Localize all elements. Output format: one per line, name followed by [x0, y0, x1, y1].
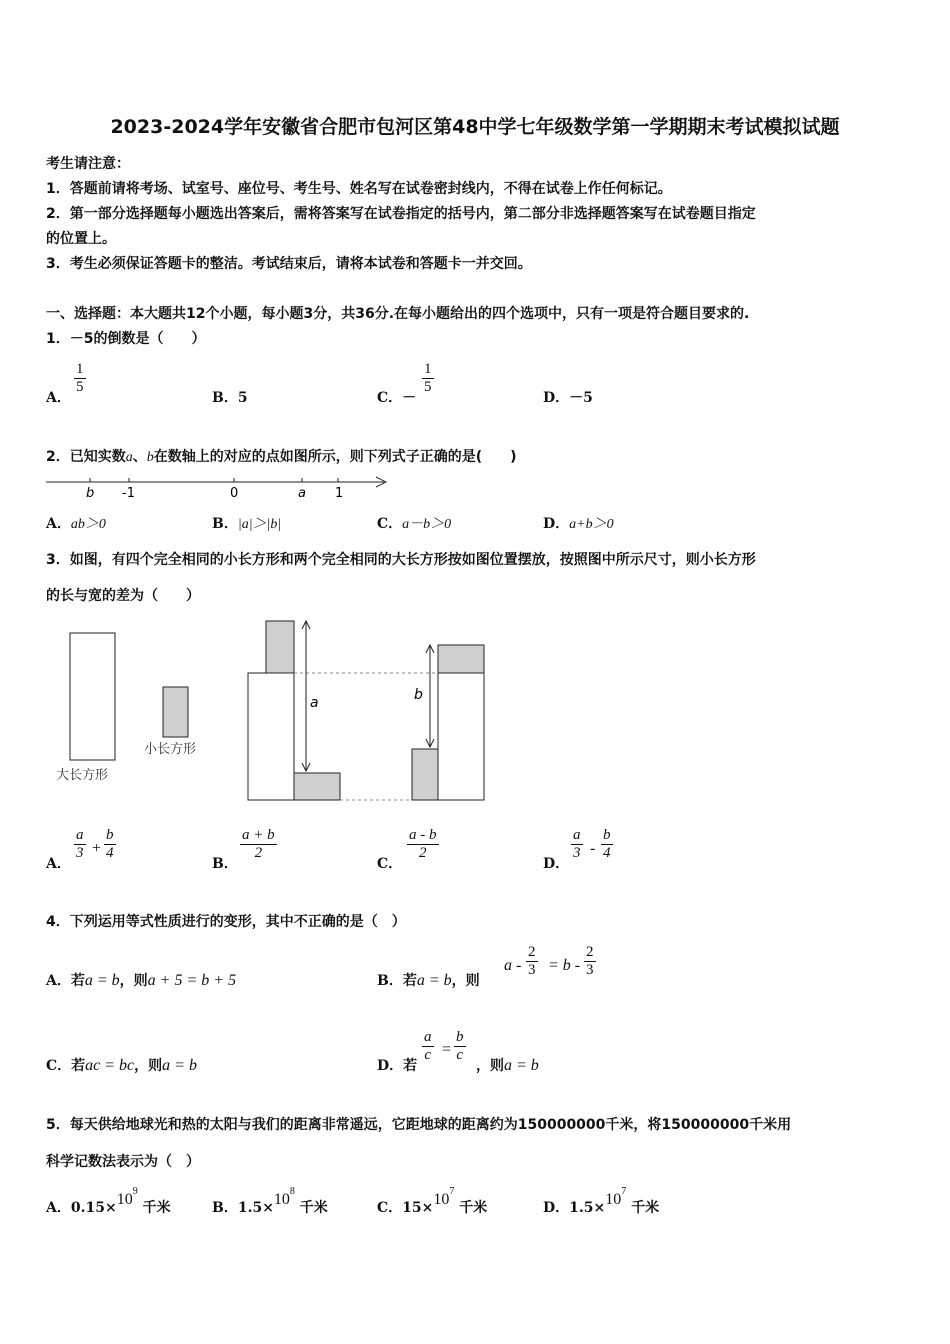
- big-rectangle-label: 大长方形: [56, 768, 109, 783]
- small-rectangle-label: 小长方形: [144, 742, 197, 757]
- q4-a-label: A．若: [46, 973, 85, 989]
- q2-sep: 、: [132, 449, 147, 465]
- number-line-label-a: a: [298, 486, 306, 501]
- q2-a-expr: ab＞0: [70, 517, 106, 532]
- q3-c-num: a - b: [409, 827, 437, 843]
- q5-b-exponent: 8: [289, 1186, 295, 1198]
- q3-stem-line2: 的长与宽的差为（ ）: [46, 588, 200, 604]
- q4-b-frac1-den: 3: [528, 962, 536, 978]
- q4-b-lhs: a -: [504, 957, 522, 974]
- q5-c-prefix: C．15×: [377, 1200, 434, 1216]
- q3-d-operator: -: [590, 840, 596, 857]
- q3-c-frac: [407, 827, 439, 862]
- q4-b-frac2-den: 3: [586, 962, 594, 978]
- notice-item-1: 1．答题前请将考场、试室号、座位号、考生号、姓名写在试卷密封线内，不得在试卷上作任何标记。: [46, 181, 672, 197]
- q2-option-c: [377, 513, 451, 533]
- q3-a-frac2-den: 4: [106, 845, 114, 861]
- number-line-label-b: b: [86, 486, 95, 501]
- q4-a-mid: ，则: [119, 973, 148, 989]
- small-rectangle-sample: [163, 687, 188, 737]
- q3-a-frac2-num: b: [106, 827, 114, 843]
- q3-b-den: 2: [240, 844, 277, 862]
- q4-b-cond: a = b: [416, 972, 452, 989]
- q2-option-d: [543, 513, 614, 533]
- q4-d-frac1-num: a: [424, 1029, 432, 1045]
- q4-d-frac2-den: c: [454, 1046, 466, 1064]
- q4-option-d-label: D．若: [377, 1058, 418, 1074]
- q3-b-frac: [240, 827, 277, 862]
- q5-option-a: [46, 1186, 171, 1217]
- q4-option-b: [377, 970, 480, 990]
- q1-c-numerator: 1: [424, 361, 432, 377]
- q4-c-mid: ，则: [134, 1058, 163, 1074]
- q2-var-b: b: [146, 450, 154, 465]
- q5-d-prefix: D．1.5×: [543, 1200, 606, 1216]
- small-rectangle-bottom-right: [412, 749, 438, 800]
- q4-option-a: [46, 970, 236, 990]
- q3-d-frac1-num: a: [573, 827, 581, 843]
- q5-c-exponent: 7: [449, 1186, 455, 1198]
- q3-d-frac2-num: b: [603, 827, 611, 843]
- q2-b-label: B．: [212, 516, 238, 532]
- q2-stem: [46, 446, 517, 466]
- q4-d-eq: =: [442, 1041, 452, 1058]
- q3-c-den: 2: [407, 844, 439, 862]
- q2-d-label: D．: [543, 516, 570, 532]
- q4-a-result: a + 5 = b + 5: [147, 972, 237, 989]
- q4-d-frac1: [422, 1029, 434, 1064]
- q4-b-frac1: [526, 944, 538, 979]
- q4-d-frac2: [454, 1029, 466, 1064]
- q1-a-denominator: 5: [76, 379, 84, 395]
- q3-option-b-label: B．: [212, 856, 238, 872]
- q3-d-frac1: [571, 827, 583, 862]
- q4-d-mid: ，则: [476, 1058, 504, 1074]
- q5-b-unit: 千米: [299, 1200, 328, 1216]
- q2-var-a: a: [125, 450, 133, 465]
- q3-a-frac1-num: a: [76, 827, 84, 843]
- q2-option-b: [212, 513, 281, 533]
- big-rectangle-sample: [70, 633, 115, 760]
- q1-option-d: D．－5: [543, 390, 593, 406]
- q2-b-expr: |a|＞|b|: [237, 517, 282, 532]
- q1-option-b: B．5: [212, 390, 248, 406]
- q1-option-c-label: C．－: [377, 390, 417, 406]
- q5-c-base: 10: [433, 1191, 450, 1208]
- notice-heading: 考生请注意：: [46, 156, 130, 172]
- q3-d-frac1-den: 3: [573, 845, 581, 861]
- q4-d-frac2-num: b: [456, 1029, 464, 1045]
- section-heading: 一、选择题：本大题共12个小题，每小题3分，共36分.在每小题给出的四个选项中，只有一项是符合题目要求的.: [46, 306, 750, 322]
- q5-c-unit: 千米: [459, 1200, 488, 1216]
- q4-b-frac2-num: 2: [586, 944, 594, 960]
- q3-stem-line1: 3．如图，有四个完全相同的小长方形和两个完全相同的大长方形按如图位置摆放，按照图中所示尺寸，则小长方形: [46, 552, 756, 568]
- q5-stem-line2: 科学记数法表示为（ ）: [46, 1154, 200, 1170]
- q5-stem-line1: 5．每天供给地球光和热的太阳与我们的距离非常遥远，它距地球的距离约为150000000千米，将150000000千米用: [46, 1117, 792, 1133]
- page-title: 2023-2024学年安徽省合肥市包河区第48中学七年级数学第一学期期末考试模拟试题: [110, 116, 840, 138]
- q1-option-a-fraction: [74, 361, 86, 396]
- small-rectangle-top-left: [266, 621, 294, 673]
- q1-stem: 1．－5的倒数是（ ）: [46, 331, 206, 347]
- number-line-label-one: 1: [335, 486, 344, 501]
- small-rectangle-bottom-left: [294, 773, 340, 800]
- q4-d-tail: [476, 1055, 539, 1075]
- q2-stem-post: 在数轴上的对应的点如图所示，则下列式子正确的是( ): [153, 449, 517, 465]
- q5-b-prefix: B．1.5×: [212, 1200, 274, 1216]
- q4-stem: 4．下列运用等式性质进行的变形，其中不正确的是（ ）: [46, 914, 406, 930]
- q2-c-expr: a－b＞0: [402, 517, 452, 532]
- number-line-figure: [40, 470, 400, 504]
- notice-item-2: 2．第一部分选择题每小题选出答案后，需将答案写在试卷指定的括号内，第二部分非选择题答案写在试卷题目指定: [46, 206, 756, 222]
- q2-stem-pre: 2．已知实数: [46, 449, 126, 465]
- q1-c-denominator: 5: [424, 379, 432, 395]
- q4-d-frac1-den: c: [422, 1046, 434, 1064]
- rectangles-figure: [40, 615, 510, 815]
- big-rectangle-right: [438, 673, 484, 800]
- q2-a-label: A．: [46, 516, 71, 532]
- q2-option-a: [46, 513, 106, 533]
- q3-a-frac1-den: 3: [76, 845, 84, 861]
- q3-option-c-label: C．: [377, 856, 403, 872]
- q5-d-unit: 千米: [631, 1200, 660, 1216]
- q5-d-exponent: 7: [621, 1186, 627, 1198]
- q3-option-d-label: D．: [543, 856, 570, 872]
- small-rectangle-top-right: [438, 645, 484, 673]
- q4-b-mid: ，则: [451, 973, 480, 989]
- q5-b-base: 10: [273, 1191, 290, 1208]
- q5-option-c: [377, 1186, 488, 1217]
- q3-b-num: a + b: [242, 827, 275, 843]
- q2-c-label: C．: [377, 516, 403, 532]
- q4-b-frac1-num: 2: [528, 944, 536, 960]
- q5-option-d: [543, 1186, 660, 1217]
- q4-c-cond: ac = bc: [85, 1057, 135, 1074]
- q4-b-label: B．若: [377, 973, 417, 989]
- q1-a-numerator: 1: [76, 361, 84, 377]
- notice-item-3: 3．考生必须保证答题卡的整洁。考试结束后，请将本试卷和答题卡一并交回。: [46, 256, 532, 272]
- q5-d-base: 10: [605, 1191, 622, 1208]
- big-rectangle-left: [248, 673, 294, 800]
- q4-a-cond: a = b: [84, 972, 120, 989]
- q4-b-frac2: [584, 944, 596, 979]
- notice-item-2-cont: 的位置上。: [46, 231, 116, 247]
- q2-d-expr: a+b＞0: [569, 517, 614, 532]
- q5-a-prefix: A．0.15×: [46, 1200, 117, 1216]
- number-line-label-minus-one: -1: [122, 486, 135, 501]
- q5-a-base: 10: [116, 1191, 133, 1208]
- dimension-b-label: b: [414, 687, 423, 703]
- dimension-a-label: a: [310, 695, 319, 711]
- q5-a-exponent: 9: [132, 1186, 138, 1198]
- q3-a-frac2: [104, 827, 116, 862]
- q3-option-a-label: A．: [46, 856, 71, 872]
- q4-option-c: [46, 1055, 197, 1075]
- q3-a-operator: +: [92, 840, 102, 857]
- q5-option-b: [212, 1186, 328, 1217]
- q5-a-unit: 千米: [142, 1200, 171, 1216]
- q1-option-c-fraction: [422, 361, 434, 396]
- q3-d-frac2: [601, 827, 613, 862]
- q4-c-label: C．若: [46, 1058, 86, 1074]
- q4-b-eq: = b -: [548, 957, 581, 974]
- q1-option-a-label: A．: [46, 390, 71, 406]
- q4-c-result: a = b: [162, 1057, 197, 1074]
- q4-d-result: a = b: [504, 1057, 539, 1074]
- q3-d-frac2-den: 4: [603, 845, 611, 861]
- q3-a-frac1: [74, 827, 86, 862]
- number-line-label-zero: 0: [230, 486, 239, 501]
